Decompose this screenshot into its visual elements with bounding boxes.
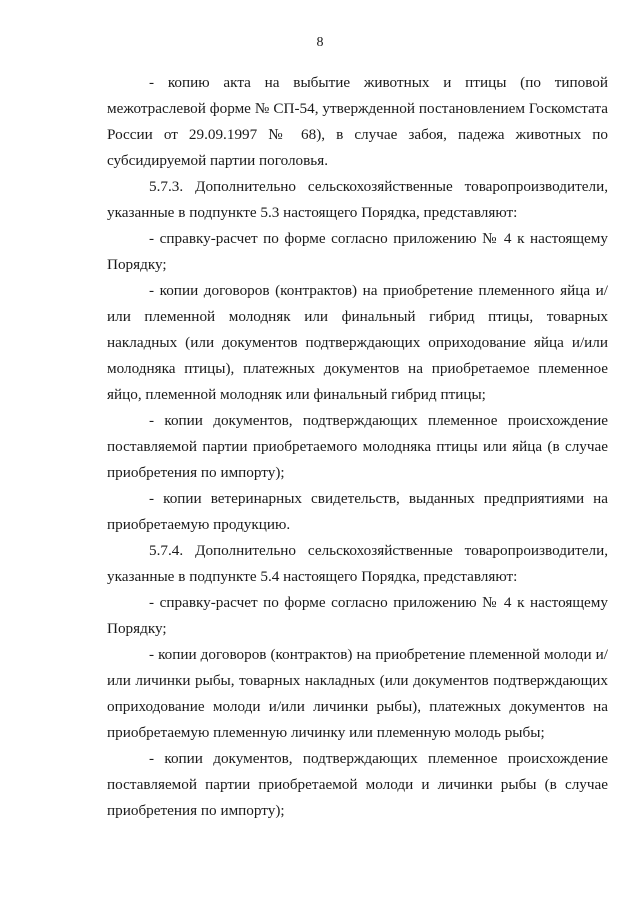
paragraph-5-7-4: 5.7.4. Дополнительно сельскохозяйственные товаропроизводители, указанные в подпункте 5.4 настоящего Порядка, представляют: — [107, 542, 608, 585]
paragraph-origin-fish: - копии документов, подтверждающих племенное происхождение поставляемой партии приобретаемой молоди и личинки рыбы (в случае приобретения по импорту); — [107, 750, 608, 819]
paragraph-5-7-3: 5.7.3. Дополнительно сельскохозяйственные товаропроизводители, указанные в подпункте 5.3 настоящего Порядка, представляют: — [107, 178, 608, 221]
document-body — [107, 70, 608, 824]
paragraph-act-copy: - копию акта на выбытие животных и птицы (по типовой межотраслевой форме № СП-54, утвержденной постановлением Госкомстата России от 29.09.1997 № 68), в случае забоя, падежа животных по субсидируемой партии поголовья. — [107, 74, 608, 169]
paragraph-vet-certificates: - копии ветеринарных свидетельств, выданных предприятиями на приобретаемую продукцию. — [107, 490, 608, 533]
paragraph-origin-poultry: - копии документов, подтверждающих племенное происхождение поставляемой партии приобретаемого молодняка птицы или яйца (в случае приобретения по импорту); — [107, 412, 608, 481]
paragraph-contracts-egg: - копии договоров (контрактов) на приобретение племенного яйца и/или племенной молодняк или финальный гибрид птицы, товарных накладных (или документов подтверждающих оприходование яйца и/или молодняка птицы), платежных документов на приобретаемое племенное яйцо, племенной молодняк или финальный гибрид птицы; — [107, 282, 608, 403]
paragraph-calc-form-1: - справку-расчет по форме согласно приложению № 4 к настоящему Порядку; — [107, 230, 608, 273]
paragraph-contracts-fish: - копии договоров (контрактов) на приобретение племенной молоди и/или личинки рыбы, товарных накладных (или документов подтверждающих оприходование молоди и/или личинки рыбы), платежных документов на приобретаемую племенную личинку или племенную молодь рыбы; — [107, 646, 608, 741]
page-number: 8 — [316, 35, 324, 50]
paragraph-calc-form-2: - справку-расчет по форме согласно приложению № 4 к настоящему Порядку; — [107, 594, 608, 637]
